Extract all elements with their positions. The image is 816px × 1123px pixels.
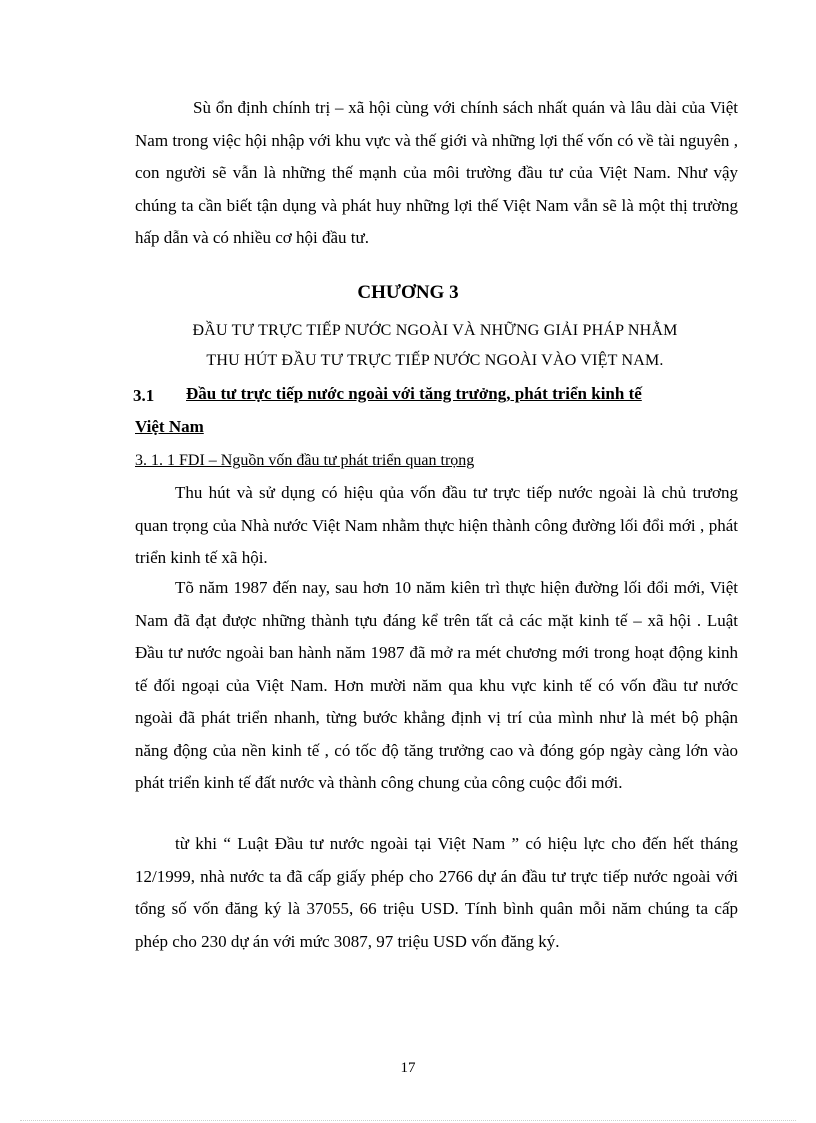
paragraph-achievements: Tõ năm 1987 đến nay, sau hơn 10 năm kiên trì thực hiện đường lối đổi mới, Việt Nam đã đạt được những thành tựu đáng kể trên tất cả các mặt kinh tế – xã hội . Luật Đầu tư nước ngoài ban hành năm 1987 đã mở ra mét chương mới trong hoạt động kinh tế đối ngoại của Việt Nam. Hơn mười năm qua khu vực kinh tế có vốn đầu tư nước ngoài đã phát triển nhanh, từng bước khẳng định vị trí của mình như là mét bộ phận năng động của nền kinh tế , có tốc độ tăng trưởng cao và đóng góp ngày càng lớn vào phát triển kinh tế đất nước và thành công chung của công cuộc đổi mới. (135, 578, 738, 792)
section-title: Đầu tư trực tiếp nước ngoài với tăng trưởng, phát triển kinh tế (186, 384, 642, 403)
chapter-subtitle-line2: THU HÚT ĐẦU TƯ TRỰC TIẾP NƯỚC NGOÀI VÀO VIỆT NAM. (206, 352, 664, 369)
page-bottom-divider (20, 1120, 796, 1121)
page-number: 17 (400, 1060, 416, 1076)
chapter-subtitle-line1: ĐẦU TƯ TRỰC TIẾP NƯỚC NGOÀI VÀ NHỮNG GIẢI PHÁP NHẰM (192, 322, 678, 339)
section-number: 3.1 (133, 386, 155, 405)
chapter-title: CHƯƠNG 3 (357, 282, 459, 303)
paragraph-fdi-policy: Thu hút và sử dụng có hiệu qủa vốn đầu tư trực tiếp nước ngoài là chủ trương quan trọng của Nhà nước Việt Nam nhằm thực hiện thành công đường lối đổi mới , phát triển kinh tế xã hội. (135, 483, 738, 567)
subsection-title: 3. 1. 1 FDI – Nguồn vốn đầu tư phát triển quan trọng (135, 452, 475, 469)
paragraph-intro-text: Sù ổn định chính trị – xã hội cùng với chính sách nhất quán và lâu dài của Việt Nam trong việc hội nhập với khu vực và thế giới và những lợi thế vốn có về tài nguyên , con người sẽ vẫn là những thế mạnh của môi trường đầu tư của Việt Nam. Như vậy chúng ta cần biết tận dụng và phát huy những lợi thế Việt Nam vẫn sẽ là một thị trường hấp dẫn và có nhiều cơ hội đầu tư. (135, 98, 738, 247)
paragraph-intro (135, 92, 738, 255)
section-title-continued: Việt Nam (135, 417, 204, 436)
paragraph-statistics: từ khi “ Luật Đầu tư nước ngoài tại Việt Nam ” có hiệu lực cho đến hết tháng 12/1999, nhà nước ta đã cấp giấy phép cho 2766 dự án đầu tư trực tiếp nước ngoài với tổng số vốn đăng ký là 37055, 66 triệu USD. Tính bình quân mỗi năm chúng ta cấp phép cho 230 dự án với mức 3087, 97 triệu USD vốn đăng ký. (135, 834, 738, 951)
